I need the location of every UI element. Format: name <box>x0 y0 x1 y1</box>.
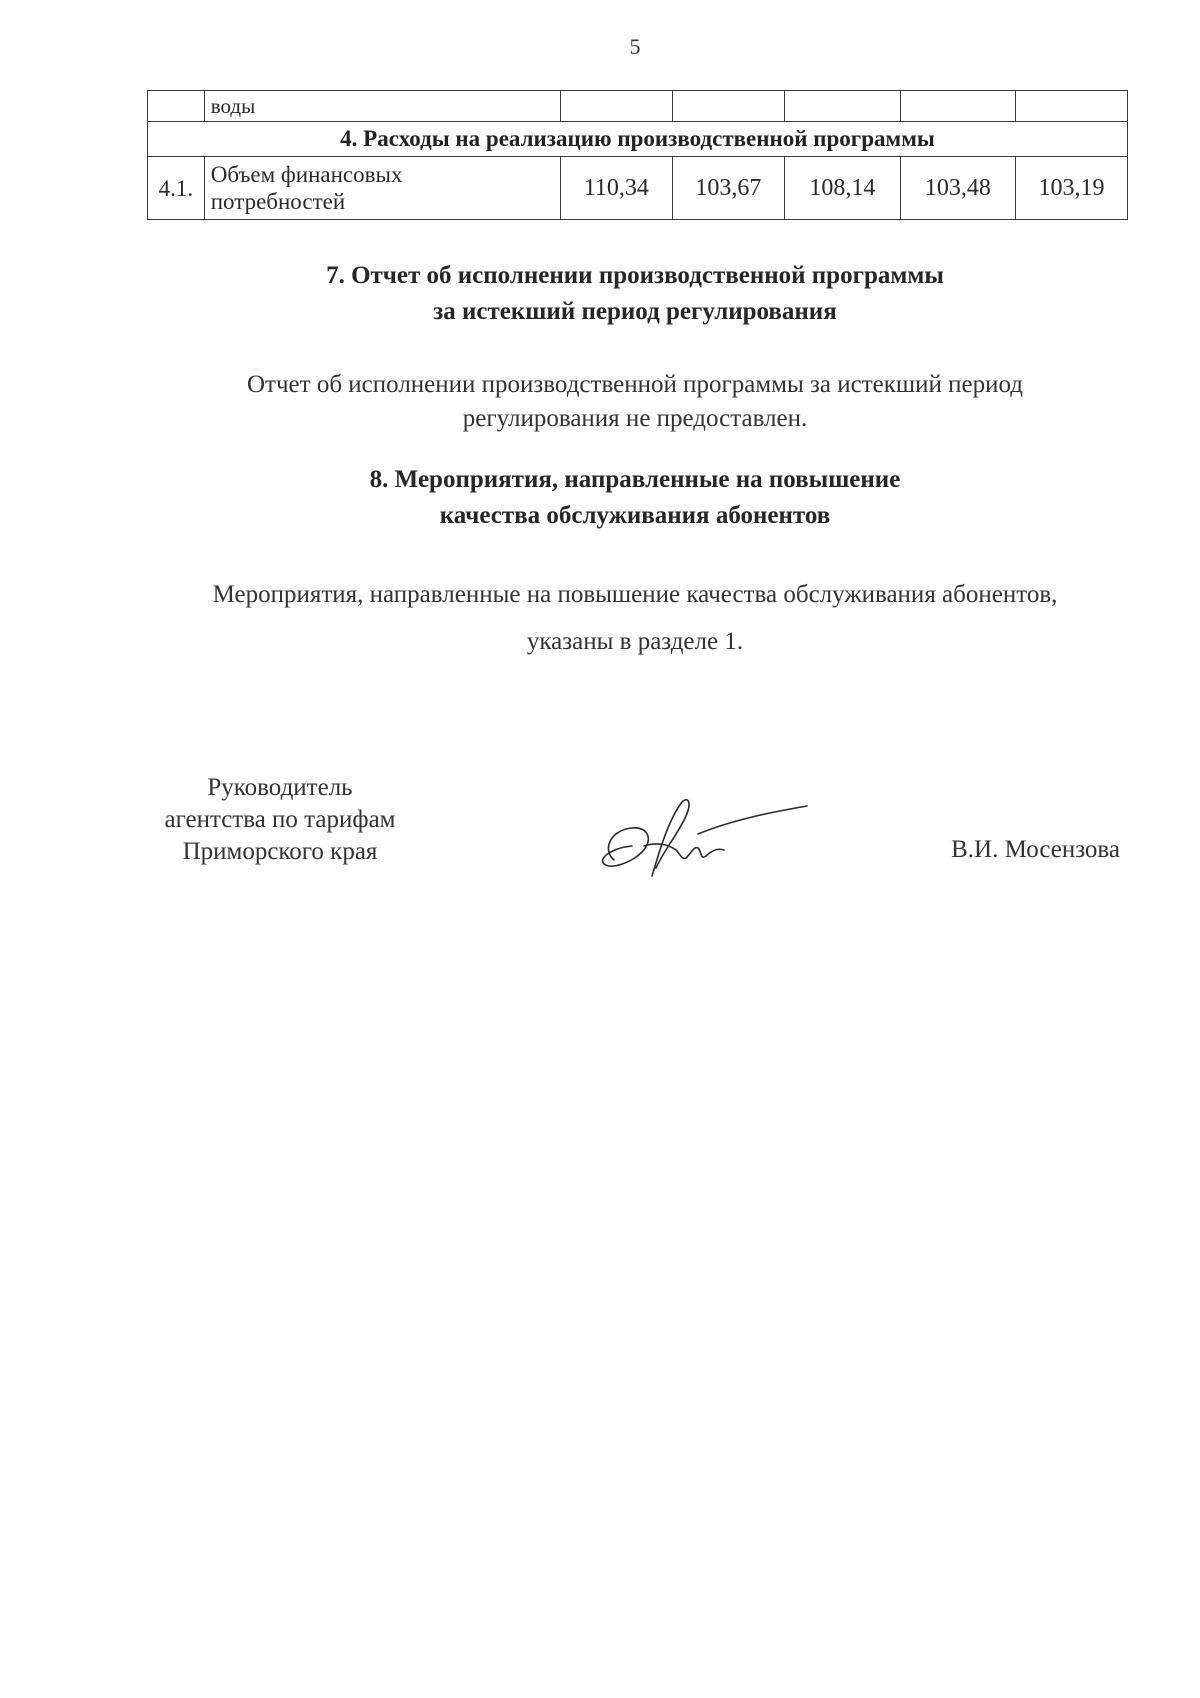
section-7-text <box>0 368 1200 436</box>
section-8-text-line: указаны в разделе 1. <box>526 628 744 655</box>
row-name-line: Объем финансовых <box>210 162 403 187</box>
row-value <box>560 91 672 122</box>
section-8-text-line: Мероприятия, направленные на повышение качества обслуживания абонентов, <box>212 581 1058 608</box>
handwritten-signature <box>592 790 812 890</box>
signatory-position-line: Приморского края <box>182 838 378 865</box>
table-section-row <box>148 122 1128 157</box>
section-7-text-line: Отчет об исполнении производственной программы за истекший период <box>247 371 1023 398</box>
section-7-heading-line: за истекший период регулирования <box>433 298 837 325</box>
signatory-position-line: агентства по тарифам <box>164 806 396 833</box>
table-row <box>148 157 1128 220</box>
row-name: воды <box>204 91 560 122</box>
section-7-heading-line: 7. Отчет об исполнении производственной программы <box>326 262 944 289</box>
row-value <box>672 91 784 122</box>
page-number: 5 <box>629 34 641 59</box>
section-7-heading <box>0 258 1200 330</box>
row-value <box>1015 91 1127 122</box>
row-value: 103,19 <box>1015 157 1127 220</box>
row-number: 4.1. <box>148 157 205 220</box>
tariff-table <box>147 90 1128 220</box>
row-value <box>900 91 1015 122</box>
row-name <box>204 157 560 220</box>
section-8-heading-line: 8. Мероприятия, направленные на повышение <box>369 466 901 493</box>
row-value <box>784 91 900 122</box>
row-name-line: потребностей <box>210 189 346 214</box>
row-value: 103,48 <box>900 157 1015 220</box>
row-number <box>148 91 205 122</box>
section-8-heading <box>0 462 1200 534</box>
row-value: 110,34 <box>560 157 672 220</box>
signatory-position-line: Руководитель <box>207 774 353 801</box>
signatory-name: В.И. Мосензова <box>951 836 1120 863</box>
row-value: 108,14 <box>784 157 900 220</box>
table-row <box>148 91 1128 122</box>
section-title: 4. Расходы на реализацию производственной программы <box>148 122 1128 157</box>
row-value: 103,67 <box>672 157 784 220</box>
section-7-text-line: регулирования не предоставлен. <box>462 405 808 432</box>
section-8-heading-line: качества обслуживания абонентов <box>439 502 831 529</box>
signatory-position <box>140 772 420 868</box>
